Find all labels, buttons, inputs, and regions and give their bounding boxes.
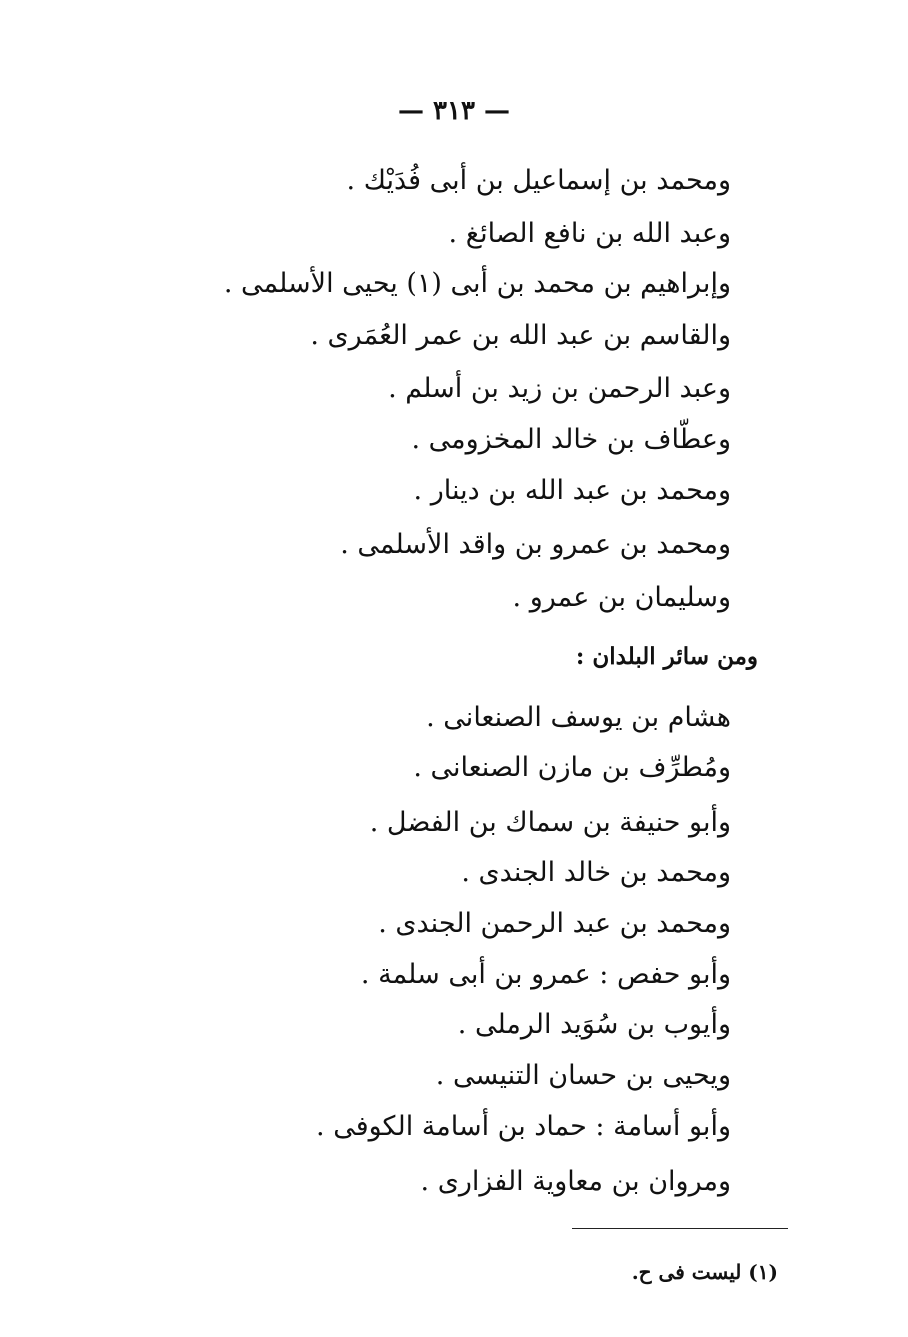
list-line: ومحمد بن إسماعيل بن أبى فُدَيْك .: [346, 165, 731, 196]
list-line: وإبراهيم بن محمد بن أبى (١) يحيى الأسلمى .: [223, 268, 731, 299]
list-line: وأبو حنيفة بن سماك بن الفضل .: [369, 807, 731, 838]
list-line: ومحمد بن خالد الجندى .: [461, 857, 731, 888]
list-line: وعبد الرحمن بن زيد بن أسلم .: [388, 373, 731, 404]
list-line: ومروان بن معاوية الفزارى .: [420, 1166, 731, 1197]
section-heading: ومن سائر البلدان :: [575, 643, 758, 670]
list-line: ومحمد بن عبد الله بن دينار .: [413, 475, 731, 506]
footnote: (١) ليست فى ح.: [631, 1260, 778, 1284]
page-number: — ٣١٣ —: [397, 96, 511, 126]
list-line: ومُطرِّف بن مازن الصنعانى .: [413, 752, 731, 783]
list-line: وسليمان بن عمرو .: [512, 582, 731, 613]
list-line: وعطّاف بن خالد المخزومى .: [411, 424, 731, 455]
list-line: وعبد الله بن نافع الصائغ .: [448, 218, 731, 249]
list-line: ومحمد بن عبد الرحمن الجندى .: [378, 908, 731, 939]
list-line: والقاسم بن عبد الله بن عمر العُمَرى .: [310, 320, 731, 351]
list-line: وأيوب بن سُوَيد الرملى .: [457, 1009, 731, 1040]
list-line: هشام بن يوسف الصنعانى .: [426, 702, 731, 733]
footnote-divider: [572, 1228, 788, 1229]
list-line: وأبو أسامة : حماد بن أسامة الكوفى .: [316, 1111, 731, 1142]
list-line: ومحمد بن عمرو بن واقد الأسلمى .: [340, 529, 731, 560]
list-line: وأبو حفص : عمرو بن أبى سلمة .: [360, 959, 731, 990]
list-line: ويحيى بن حسان التنيسى .: [435, 1060, 731, 1091]
